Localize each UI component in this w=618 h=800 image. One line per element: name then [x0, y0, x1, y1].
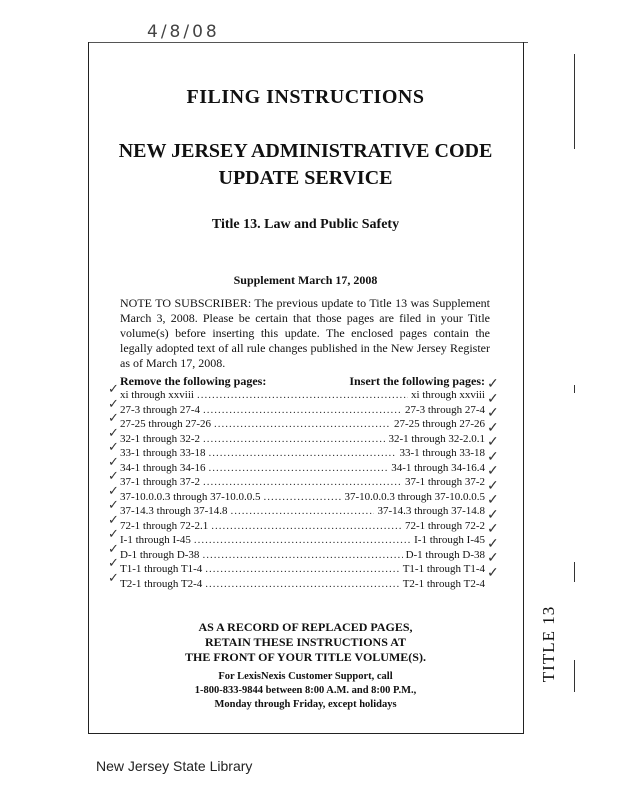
- record-line2: RETAIN THESE INSTRUCTIONS AT: [204, 635, 407, 649]
- leader-dots: [205, 562, 399, 577]
- check-mark-icon: ✓: [108, 526, 119, 541]
- check-mark-icon: ✓: [108, 439, 119, 454]
- check-mark-icon: ✓: [108, 395, 119, 411]
- table-row: [120, 562, 485, 577]
- supplement-date: Supplement March 17, 2008: [233, 273, 378, 287]
- table-row: [120, 504, 485, 519]
- table-row: [120, 475, 485, 490]
- record-instructions: [88, 620, 523, 665]
- check-mark-icon: ✓: [487, 507, 499, 523]
- check-mark-icon: ✓: [487, 435, 499, 450]
- leader-dots: [202, 548, 402, 563]
- spine-tab: [536, 594, 562, 694]
- insert-cell: 32-1 through 32-2.0.1: [388, 432, 485, 445]
- insert-cell: 37-1 through 37-2: [404, 476, 485, 488]
- leader-dots: [203, 475, 402, 490]
- remove-cell: D-1 through D-38: [120, 548, 200, 561]
- check-mark-icon: ✓: [108, 453, 119, 469]
- leader-dots: [231, 504, 375, 519]
- check-mark-icon: ✓: [108, 381, 119, 396]
- table-row: [120, 403, 485, 418]
- table-row: [120, 548, 485, 563]
- insert-cell: 37-10.0.0.3 through 37-10.0.0.5: [344, 490, 485, 503]
- subscriber-note: NOTE TO SUBSCRIBER: The previous update to Title 13 was Supplement March 3, 2008. Please be certain that those pages are filed in your Title volume(s) before inserting this update. The enclosed pages contain the legally adopted text of all rule changes published in the New Jersey Register as of March 17, 2008.: [120, 296, 490, 370]
- table-row: [120, 388, 485, 403]
- insert-cell: 27-3 through 27-4: [404, 403, 485, 416]
- leader-dots: [209, 461, 389, 476]
- check-mark-icon: ✓: [108, 511, 119, 527]
- remove-cell: 37-14.3 through 37-14.8: [120, 505, 228, 517]
- check-mark-icon: ✓: [108, 569, 119, 585]
- record-line1: AS A RECORD OF REPLACED PAGES,: [198, 620, 413, 634]
- check-mark-icon: ✓: [487, 420, 499, 436]
- check-mark-icon: ✓: [108, 482, 119, 498]
- remove-cell: 33-1 through 33-18: [120, 447, 206, 459]
- table-row: [120, 490, 485, 505]
- title-volume: Title 13. Law and Public Safety: [211, 217, 400, 232]
- spine-label: TITLE 13: [539, 605, 558, 683]
- check-mark-icon: ✓: [108, 555, 119, 570]
- right-check-marks: [487, 378, 499, 581]
- check-mark-icon: ✓: [487, 565, 499, 581]
- code-title: [88, 138, 523, 192]
- table-row: [120, 577, 485, 592]
- frame-bottom-line: [88, 733, 523, 734]
- code-title-line1: NEW JERSEY ADMINISTRATIVE CODE: [118, 140, 493, 162]
- support-line2: 1-800-833-9844 between 8:00 A.M. and 8:00 P.M.,: [194, 685, 417, 696]
- leader-dots: [194, 533, 411, 548]
- insert-cell: I-1 through I-45: [414, 534, 485, 546]
- library-stamp: New Jersey State Library: [96, 758, 253, 774]
- remove-cell: 32-1 through 32-2: [120, 432, 201, 445]
- insert-header: Insert the following pages:: [349, 374, 485, 388]
- remove-cell: 72-1 through 72-2.1: [120, 519, 209, 532]
- table-row: [120, 417, 485, 432]
- check-mark-icon: ✓: [487, 449, 499, 465]
- remove-cell: T2-1 through T2-4: [120, 577, 203, 590]
- edge-mark-middle: [574, 385, 575, 393]
- left-check-marks: [108, 382, 118, 585]
- check-mark-icon: ✓: [108, 468, 119, 483]
- frame-right-line: [523, 42, 524, 734]
- check-mark-icon: ✓: [487, 493, 499, 508]
- check-mark-icon: ✓: [108, 424, 119, 440]
- remove-header: Remove the following pages:: [120, 374, 267, 388]
- check-mark-icon: ✓: [487, 522, 499, 537]
- remove-cell: I-1 through I-45: [120, 534, 191, 546]
- insert-cell: 27-25 through 27-26: [393, 418, 485, 430]
- check-mark-icon: ✓: [108, 540, 119, 556]
- edge-mark-lower: [574, 562, 575, 582]
- leader-dots: [214, 417, 391, 432]
- leader-dots: [264, 490, 342, 505]
- insert-cell: 37-14.3 through 37-14.8: [377, 505, 485, 517]
- support-line1: For LexisNexis Customer Support, call: [218, 671, 393, 682]
- remove-cell: 37-10.0.0.3 through 37-10.0.0.5: [120, 490, 261, 503]
- table-row: [120, 446, 485, 461]
- insert-cell: 72-1 through 72-2: [404, 519, 485, 532]
- page-title: FILING INSTRUCTIONS: [186, 86, 425, 108]
- check-mark-icon: ✓: [487, 377, 499, 392]
- edge-mark-bottom: [574, 660, 575, 692]
- handwritten-date: 4/8/08: [147, 22, 220, 42]
- leader-dots: [205, 577, 399, 592]
- check-mark-icon: ✓: [487, 478, 499, 494]
- insert-cell: 33-1 through 33-18: [399, 447, 485, 459]
- check-mark-icon: ✓: [108, 410, 119, 425]
- check-mark-icon: ✓: [487, 464, 499, 479]
- table-row: [120, 432, 485, 447]
- table-row: [120, 533, 485, 548]
- insert-cell: T1-1 through T1-4: [402, 563, 485, 575]
- check-mark-icon: ✓: [487, 391, 499, 407]
- remove-cell: xi through xxviii: [120, 389, 194, 401]
- table-row: [120, 519, 485, 534]
- leader-dots: [197, 388, 408, 403]
- edge-mark-top: [574, 54, 575, 149]
- customer-support: [88, 670, 523, 712]
- check-mark-icon: ✓: [108, 497, 119, 512]
- code-title-line2: UPDATE SERVICE: [218, 167, 393, 189]
- insert-cell: xi through xxviii: [411, 389, 485, 401]
- check-mark-icon: ✓: [487, 406, 499, 421]
- check-mark-icon: ✓: [487, 536, 499, 552]
- leader-dots: [203, 432, 385, 447]
- leader-dots: [211, 519, 402, 534]
- pages-table: [120, 388, 485, 591]
- remove-cell: 34-1 through 34-16: [120, 461, 206, 474]
- remove-cell: 37-1 through 37-2: [120, 476, 201, 488]
- remove-cell: 27-3 through 27-4: [120, 403, 201, 416]
- check-mark-icon: ✓: [487, 551, 499, 566]
- leader-dots: [203, 403, 402, 418]
- remove-cell: 27-25 through 27-26: [120, 418, 212, 430]
- insert-cell: T2-1 through T2-4: [402, 577, 485, 590]
- remove-cell: T1-1 through T1-4: [120, 563, 203, 575]
- record-line3: THE FRONT OF YOUR TITLE VOLUME(S).: [185, 650, 426, 664]
- support-line3: Monday through Friday, except holidays: [214, 699, 397, 710]
- insert-cell: D-1 through D-38: [405, 548, 485, 561]
- leader-dots: [209, 446, 397, 461]
- insert-cell: 34-1 through 34-16.4: [391, 461, 485, 474]
- table-row: [120, 461, 485, 476]
- frame-top-line: [88, 42, 528, 43]
